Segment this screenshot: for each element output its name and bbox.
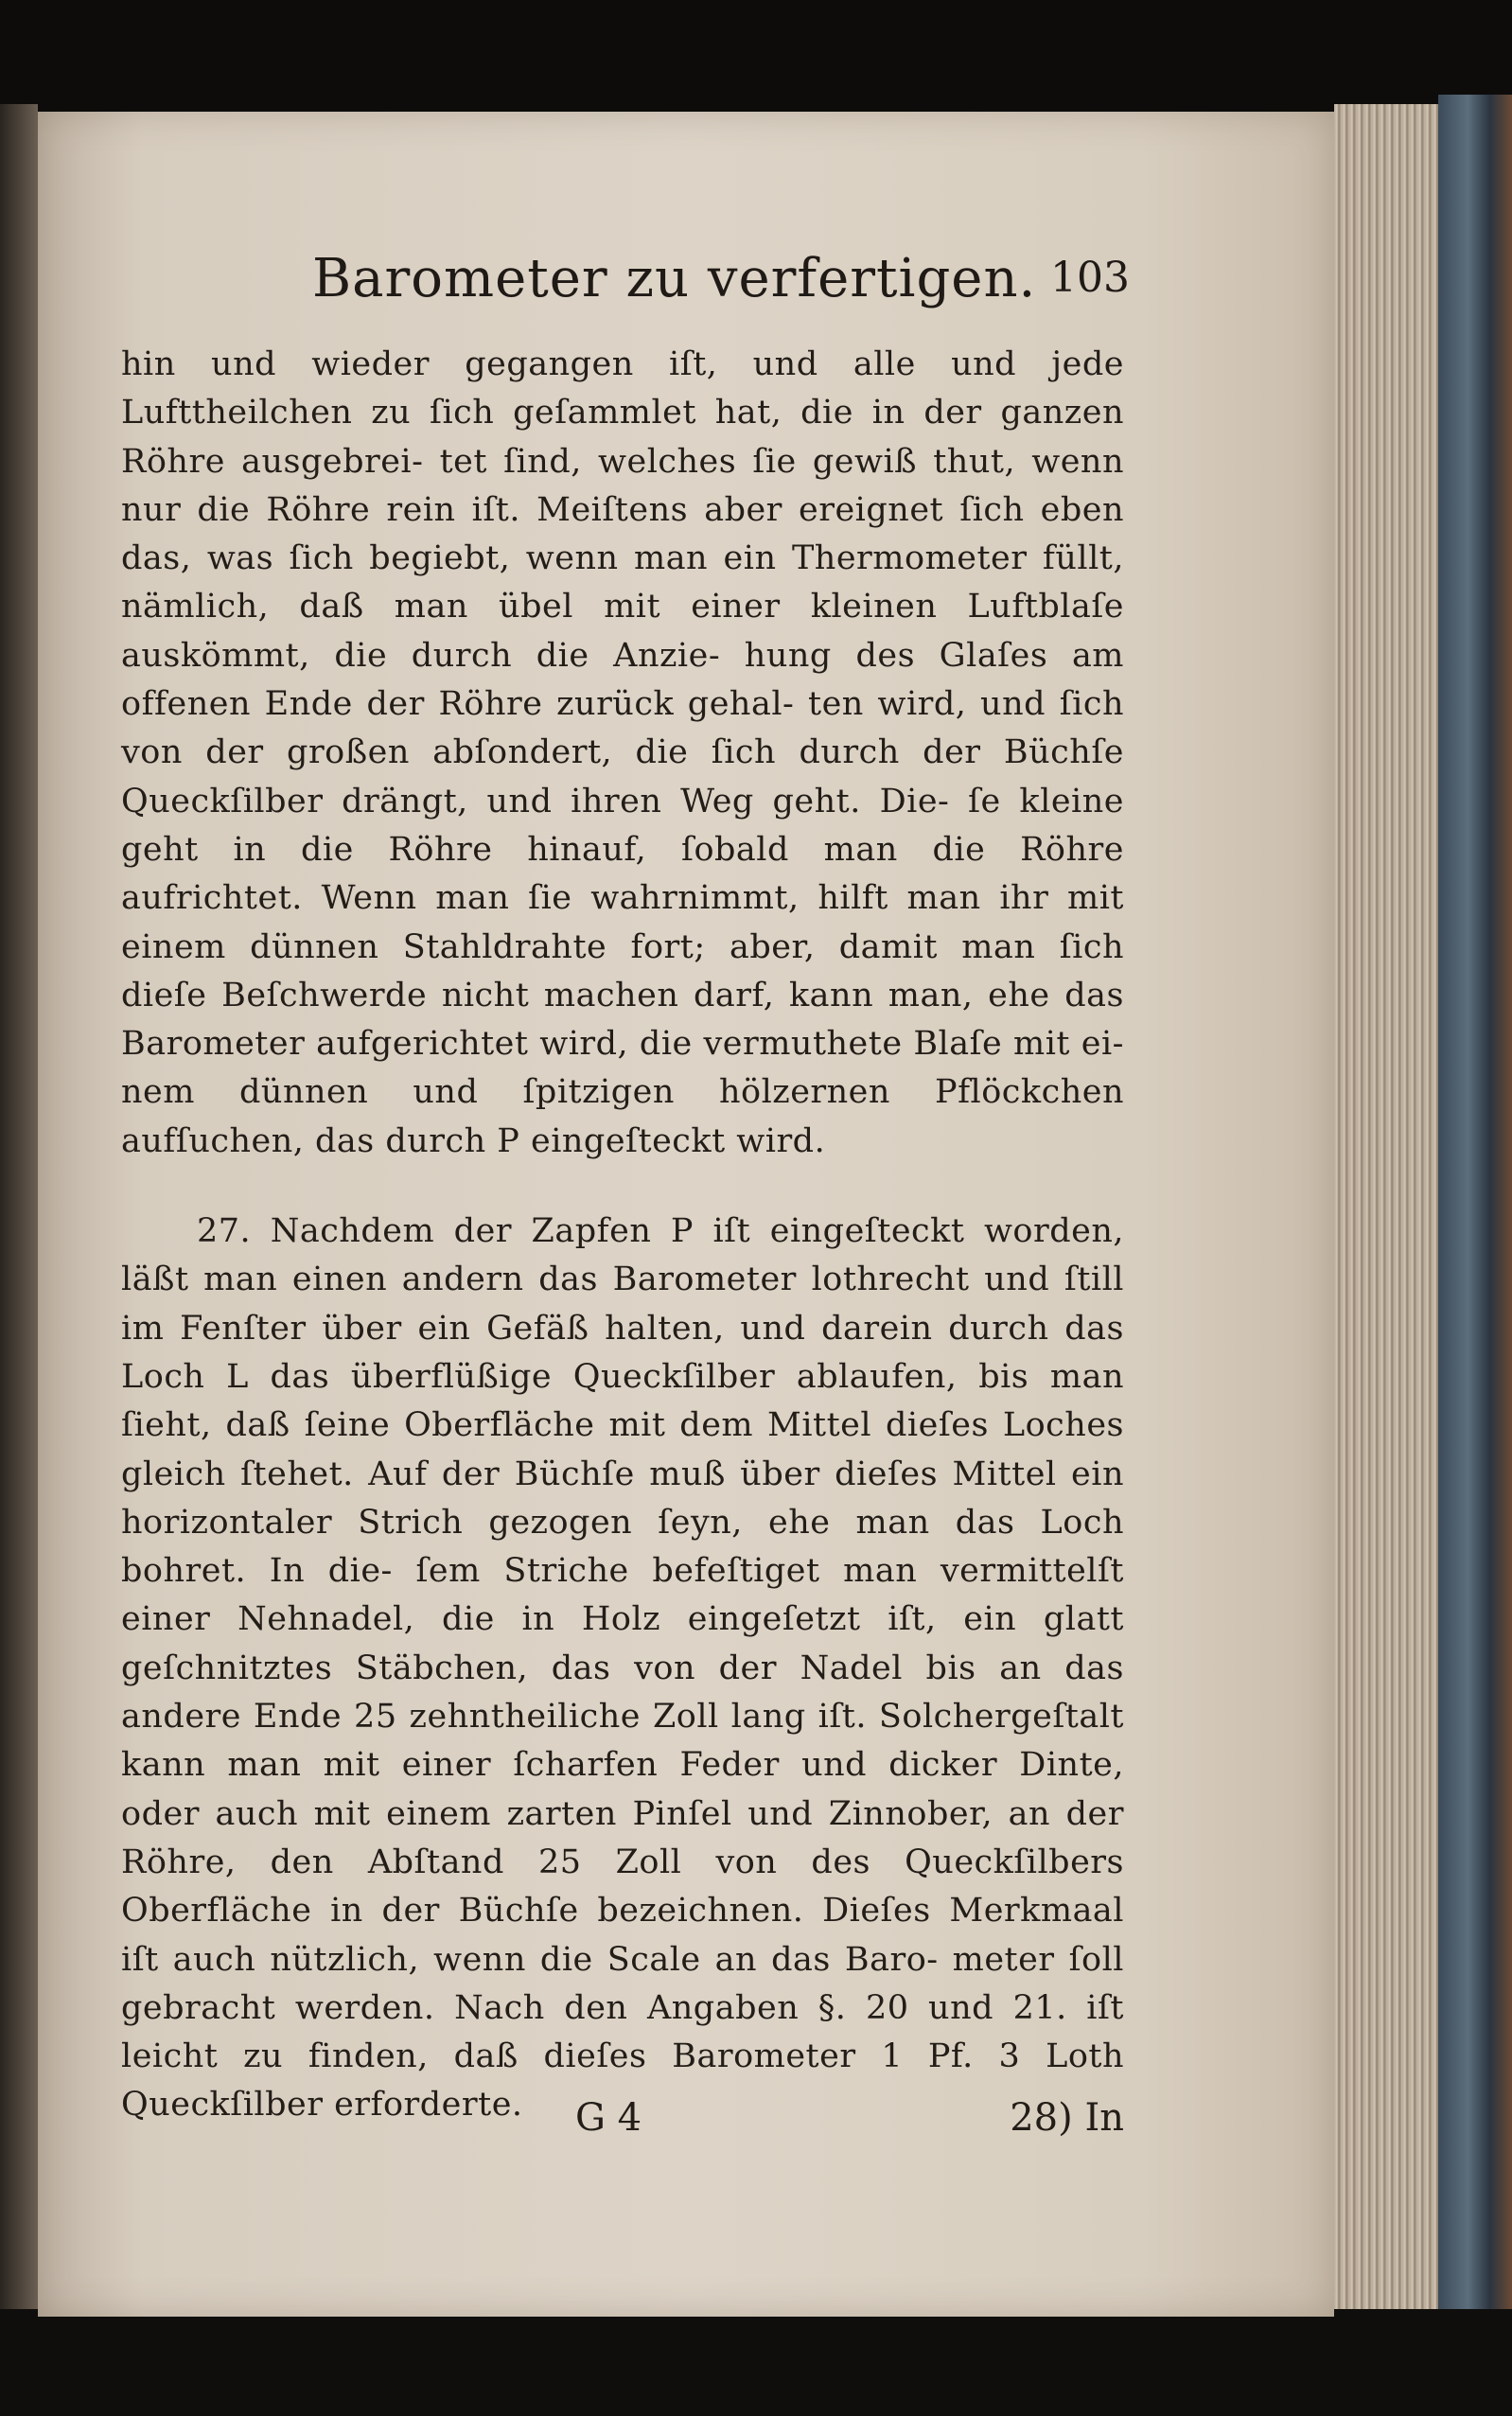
- page-header: [312, 248, 1130, 314]
- page-edges: [1334, 104, 1438, 2319]
- book-gutter: [0, 104, 38, 2319]
- scan-background-top: [0, 0, 1512, 114]
- running-title: Barometer zu verfertigen.: [312, 248, 1037, 309]
- paragraph-continued: hin und wieder gegangen iſt, und alle und jede Lufttheilchen zu ſich geſammlet hat, die in der ganzen Röhre ausgebrei- tet ſind, welches ſie gewiß thut, wenn nur die Röhre rein iſt. Meiſtens aber ereignet ſich eben das, was ſich begiebt, wenn man ein Thermometer füllt, nämlich, daß man übel mit einer kleinen Luftblaſe auskömmt, die durch die Anzie- hung des Glaſes am offenen Ende der Röhre zurück gehal- ten wird, und ſich von der großen abſondert, die ſich durch der Büchſe Queckſilber drängt, und ihren Weg geht. Die- ſe kleine geht in die Röhre hinauf, ſobald man die Röhre aufrichtet. Wenn man ſie wahrnimmt, hilft man ihr mit einem dünnen Stahldrahte fort; aber, damit man ſich dieſe Beſchwerde nicht machen darf, kann man, ehe das Barometer aufgerichtet wird, die vermuthete Blaſe mit ei- nem dünnen und ſpitzigen hölzernen Pflöckchen aufſuchen, das durch P eingeſteckt wird.: [121, 345, 1124, 1160]
- page-footer: [121, 2096, 1124, 2153]
- paragraph-27: 27. Nachdem der Zapfen P iſt eingeſteckt worden, läßt man einen andern das Barometer lothrecht und ſtill im Fenſter über ein Gefäß halten, und darein durch das Loch L das überflüßige Queckſilber ablaufen, bis man ſieht, daß ſeine Oberfläche mit dem Mittel dieſes Loches gleich ſtehet. Auf der Büchſe muß über dieſes Mittel ein horizontaler Strich gezogen ſeyn, ehe man das Loch bohret. In die- ſem Striche befeſtiget man vermittelſt einer Nehnadel, die in Holz eingeſetzt iſt, ein glatt geſchnitztes Stäbchen, das von der Nadel bis an das andere Ende 25 zehntheiliche Zoll lang iſt. Solchergeſtalt kann man mit einer ſcharfen Feder und dicker Dinte, oder auch mit einem zarten Pinſel und Zinnober, an der Röhre, den Abſtand 25 Zoll von des Queckſilbers Oberfläche in der Büchſe bezeichnen. Dieſes Merkmaal iſt auch nützlich, wenn die Scale an das Baro- meter ſoll gebracht werden. Nach den Angaben §. 20 und 21. iſt leicht zu finden, daß dieſes Barometer 1 Pf. 3 Loth Queckſilber erforderte.: [121, 1212, 1124, 2125]
- page-number: 103: [1050, 254, 1130, 302]
- scan-background-bottom: [0, 2309, 1512, 2416]
- book-cover-edge: [1438, 95, 1512, 2328]
- signature-mark: G 4: [575, 2096, 642, 2140]
- catchword: 28) In: [1010, 2096, 1124, 2140]
- body-text: [121, 341, 1124, 2130]
